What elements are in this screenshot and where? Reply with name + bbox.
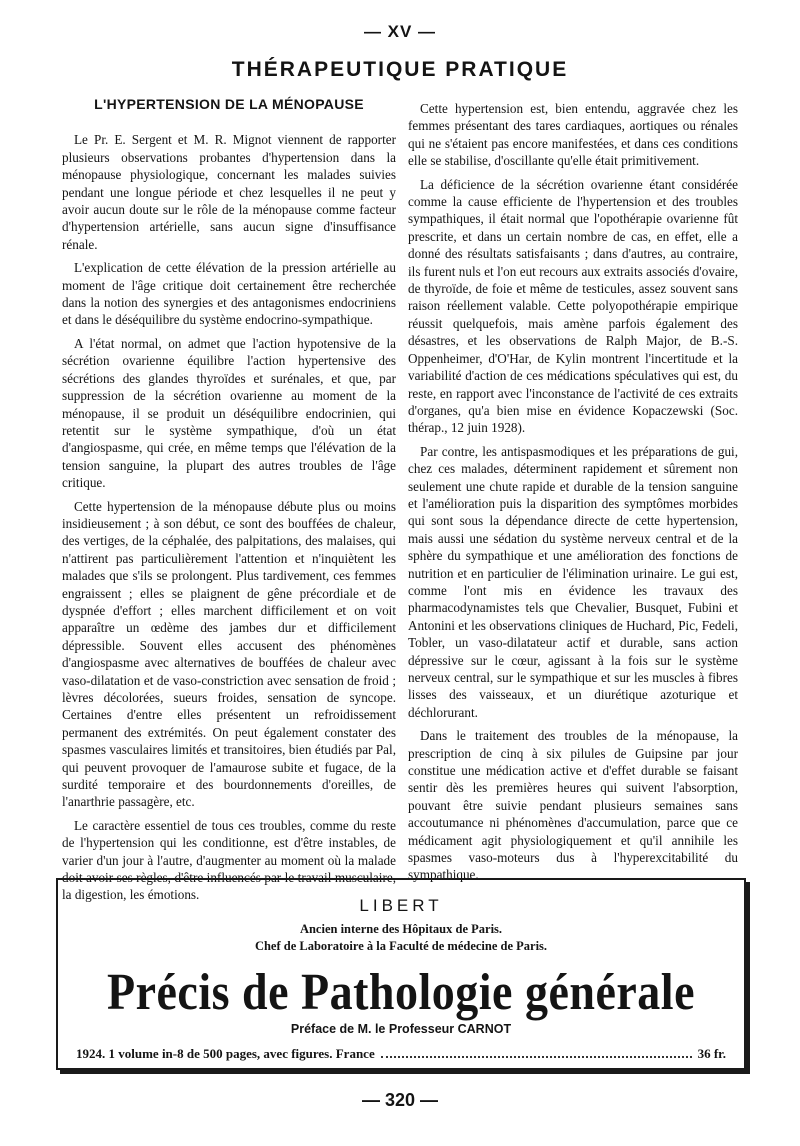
article-paragraph: Dans le traitement des troubles de la ménopause, la prescription de cinq à six pilules de Guipsine par jour constitue une médication active et d'effet durable se faisant sentir dès les premières heures qui suivent l'absorption, pouvant être suivie pendant plusieurs semaines sans accoutumance ni phénomènes d'accumulation, parce que ce médicament agit physiologiquement et qu'il annihile les spasmes vaso-moteurs dus à l'hyperexcitabilité du sympathique. (408, 728, 738, 883)
ad-leader-dots (381, 1056, 692, 1058)
ad-preface: Préface de M. le Professeur CARNOT (290, 1022, 512, 1036)
article-column-left (62, 96, 396, 903)
article-paragraph: Le Pr. E. Sergent et M. R. Mignot viennent de rapporter plusieurs observations probantes d'hypertension dans la ménopause physiologique, concernant les malades suivies pendant une longue période et chez lesquelles il ne peut y avoir aucun doute sur le rôle de la ménopause comme facteur d'hypertension artérielle, sans aucun signe d'insuffisance rénale. (62, 132, 396, 252)
page-folio-roman: — XV — (363, 22, 437, 41)
article-title: L'HYPERTENSION DE LA MÉNOPAUSE (94, 96, 364, 112)
page-number: — 320 — (361, 1090, 439, 1110)
article-paragraph: Cette hypertension de la ménopause débute plus ou moins insidieusement ; à son début, ce sont des bouffées de chaleur, des vertiges, de la céphalée, des palpitations, des malaises, qui n'attirent pas particulièrement l'attention et n'inquiètent les malades que s'ils se prolongent. Plus tardivement, ces femmes engraissent ; elles se plaignent de gêne précordiale et de dyspnée d'effort ; elles marchent difficilement et on voit apparaître un œdème des jambes dur et difficilement dépressible. Souvent elles accusent des phénomènes d'angiospasme avec alternatives de bouffées de chaleur avec vaso-dilatation et de vaso-constriction avec sensation de froid ; lèvres décolorées, sueurs froides, sensation de syncope. Certaines d'entre elles présentent un refroidissement permanent des extrémités. On peut également constater des spasmes vasculaires limités et transitoires, bien étudiés par Pal, qui peuvent provoquer de l'amaurose subite et fugace, de la surdité temporaire et des bourdonnements d'oreilles, de l'anarthrie passagère, etc. (62, 498, 396, 810)
book-advertisement (56, 878, 746, 1070)
article-paragraph: Cette hypertension est, bien entendu, aggravée chez les femmes présentant des tares cardiaques, aortiques ou rénales qui ne s'étaient pas encore manifestées, et dans ces conditions elle se stabilise, d'oscillante qu'elle était primitivement. (408, 101, 738, 169)
article-paragraph: La déficience de la sécrétion ovarienne étant considérée comme la cause efficiente de l'hypertension et des troubles sympathiques, il était normal que l'opothérapie ovarienne fût prescrite, et dans un certain nombre de cas, en effet, elle a donné des résultats satisfaisants ; dans d'autres, au contraire, ils furent nuls et l'on eut recours aux extraits associés d'ovaire, de thyroïde, de foie et même de testicules, assez souvent sans raison réellement valable. Cette polyopothérapie empirique réussit quelquefois, mais amène parfois également des désastres, et les observations de Ralph Major, de B.-S. Oppenheimer, d'O'Har, de Kylin montrent l'incertitude et la variabilité d'action de ces médications spéculatives qui est, du reste, en rapport avec l'inconstance de l'activité de ces extraits d'organes, qu'a bien mise en évidence Kopaczewski (Soc. thérap., 12 juin 1928). (408, 176, 738, 436)
section-title: THÉRAPEUTIQUE PRATIQUE (231, 58, 569, 81)
article-paragraph: Le caractère essentiel de tous ces troubles, comme du reste de l'hypertension qui les conditionne, est d'être instables, de varier d'un jour à l'autre, d'augmenter au moment où la malade doit avoir ses règles, d'être influencés par le travail musculaire, la digestion, les émotions. (62, 817, 396, 903)
ad-edition-details: 1924. 1 volume in-8 de 500 pages, avec figures. France (76, 1046, 375, 1061)
ad-price: 36 fr. (697, 1046, 726, 1061)
ad-edition-line (76, 1046, 726, 1062)
article-paragraph: A l'état normal, on admet que l'action hypotensive de la sécrétion ovarienne équilibre l'action hypertensive des sécrétions des glandes thyroïdes et surénales, et que, par suppression de la sécrétion ovarienne au moment de la ménopause, il se produit un déséquilibre endocrinien, qui retentit sur le système sympathique, d'où un état d'angiospasme, qui crée, en même temps que l'élévation de la tension sanguine, la plupart des autres troubles de l'âge critique. (62, 335, 396, 491)
ad-author-title-1: Ancien interne des Hôpitaux de Paris. (299, 922, 503, 936)
ad-author: LIBERT (359, 896, 443, 915)
article-paragraph: Par contre, les antispasmodiques et les préparations de gui, chez ces malades, déterminent rapidement et sûrement non seulement une chute rapide et durable de la tension sanguine et l'amélioration puis la disparition des symptômes morbides qui sont sous la dépendance directe de cette hypertension, mais aussi une sédation du système nerveux central et de la sphère du sympathique et une amélioration des fonctions de nutrition et en particulier de l'élimination urinaire. Le gui est, comme l'ont mis en évidence les travaux des pharmacodynamistes tels que Chevalier, Busquet, Fubini et Antonini et les observations cliniques de Huchard, Pic, Fedeli, Tobler, un vaso-dilatateur actif et durable, sans action dépressive sur le cœur, agissant à la fois sur le système nerveux central, sur le sympathique et sur les muscles à fibres lisses des vaisseaux, et un diurétique azoturique et déchlorurant. (408, 443, 738, 720)
article-paragraph: L'explication de cette élévation de la pression artérielle au moment de l'âge critique doit certainement être recherchée dans la notion des synergies et des antagonismes endocriniens et dans le déséquilibre du système endocrino-sympathique. (62, 260, 396, 328)
article-column-right (408, 100, 738, 883)
ad-author-title-2: Chef de Laboratoire à la Faculté de médecine de Paris. (254, 939, 548, 953)
ad-book-title: Précis de Pathologie générale (106, 963, 696, 1021)
